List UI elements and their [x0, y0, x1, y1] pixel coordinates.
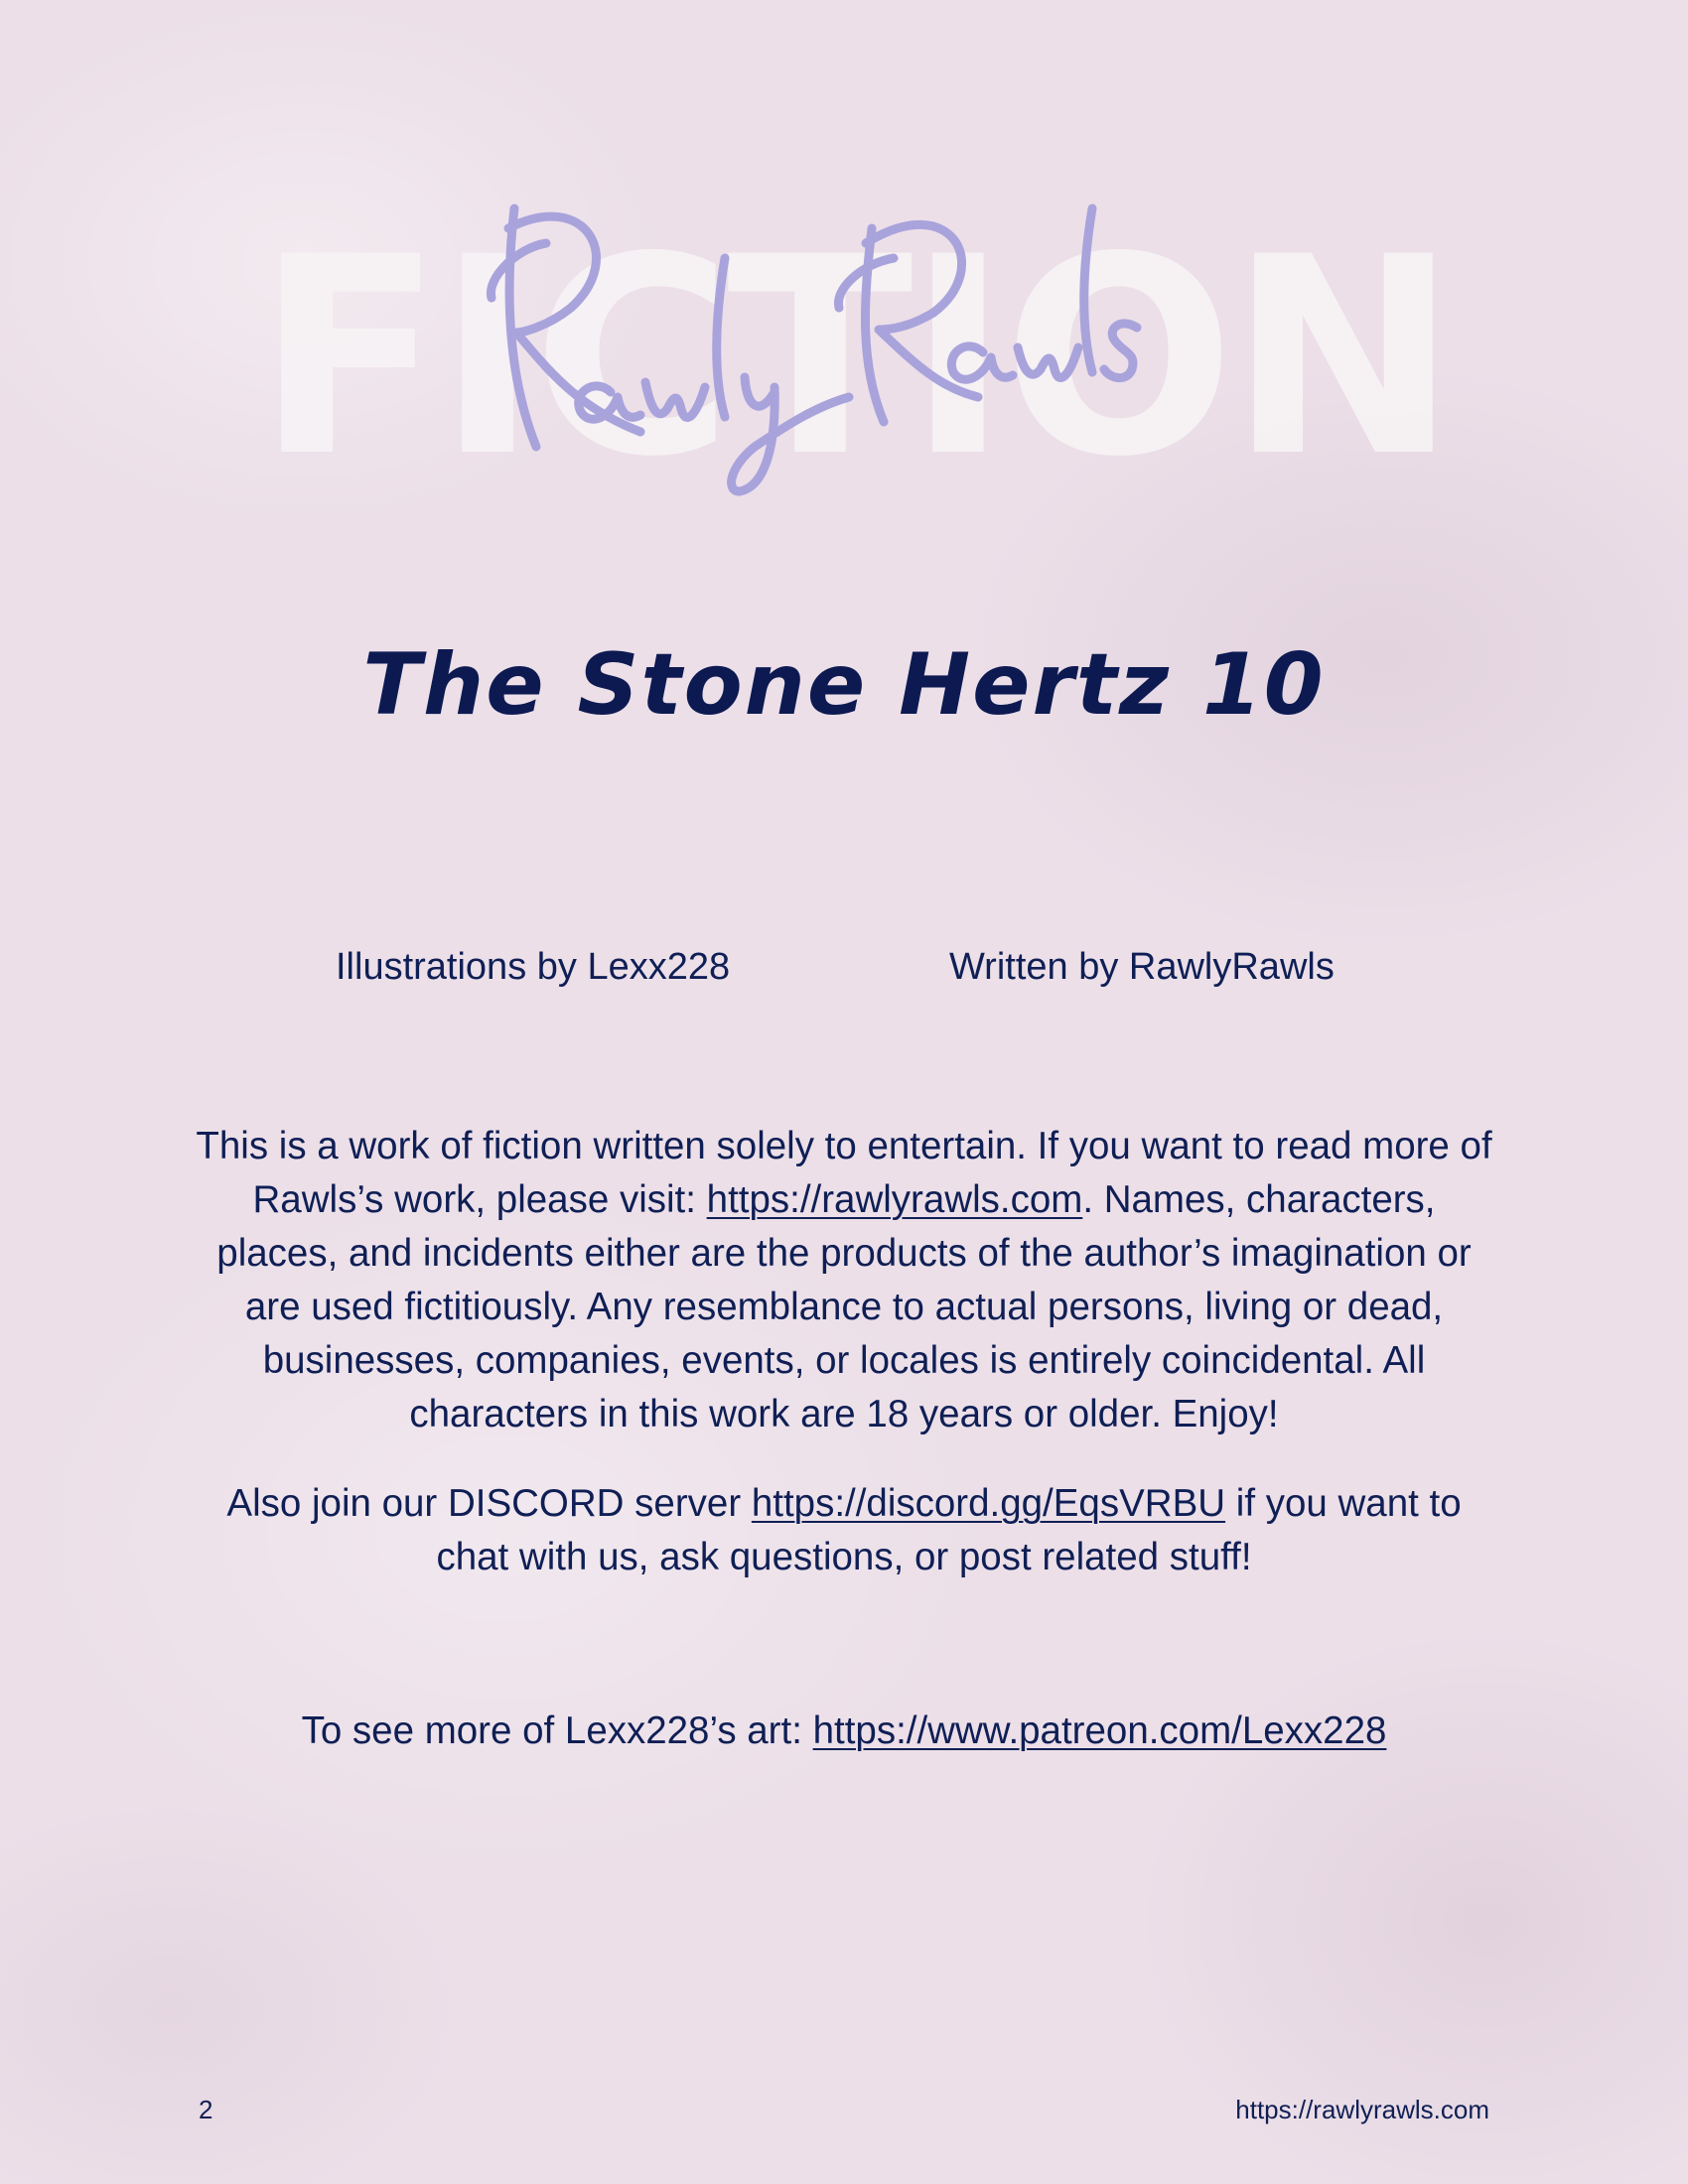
art-paragraph [189, 1705, 1499, 1758]
discord-paragraph [189, 1477, 1499, 1584]
discord-text-start: Also join our DISCORD server [226, 1482, 752, 1525]
document-title: The Stone Hertz 10 [362, 635, 1326, 735]
illustrations-credit: Illustrations by Lexx228 [336, 946, 731, 988]
discord-text-end: if you want to chat with us, ask questions, or post related stuff! [436, 1482, 1462, 1578]
fiction-logo [256, 149, 1452, 516]
disclaimer-paragraph [189, 1120, 1499, 1441]
logo-graphic [256, 149, 1452, 516]
disclaimer-text-start: This is a work of fiction written solely to entertain. If you want to read more of Rawls’s work, please visit: [196, 1125, 1492, 1221]
logo-background-word: FICTION [256, 199, 1452, 516]
page-number: 2 [199, 2095, 213, 2124]
patreon-link[interactable]: https://www.patreon.com/Lexx228 [812, 1709, 1387, 1752]
website-link[interactable]: https://rawlyrawls.com [706, 1178, 1083, 1221]
footer-site-url: https://rawlyrawls.com [1235, 2095, 1489, 2124]
author-credit: Written by RawlyRawls [949, 946, 1335, 988]
discord-link[interactable]: https://discord.gg/EqsVRBU [751, 1482, 1226, 1525]
disclaimer-text-end: . Names, characters, places, and incidents either are the products of the author’s imagination or are used fictitiously. Any resemblance to actual persons, living or dead, businesses, companies, events, or locales is entirely coincidental. All characters in this work are 18 years or older. Enjoy! [216, 1178, 1472, 1435]
art-text: To see more of Lexx228’s art: [301, 1709, 813, 1752]
